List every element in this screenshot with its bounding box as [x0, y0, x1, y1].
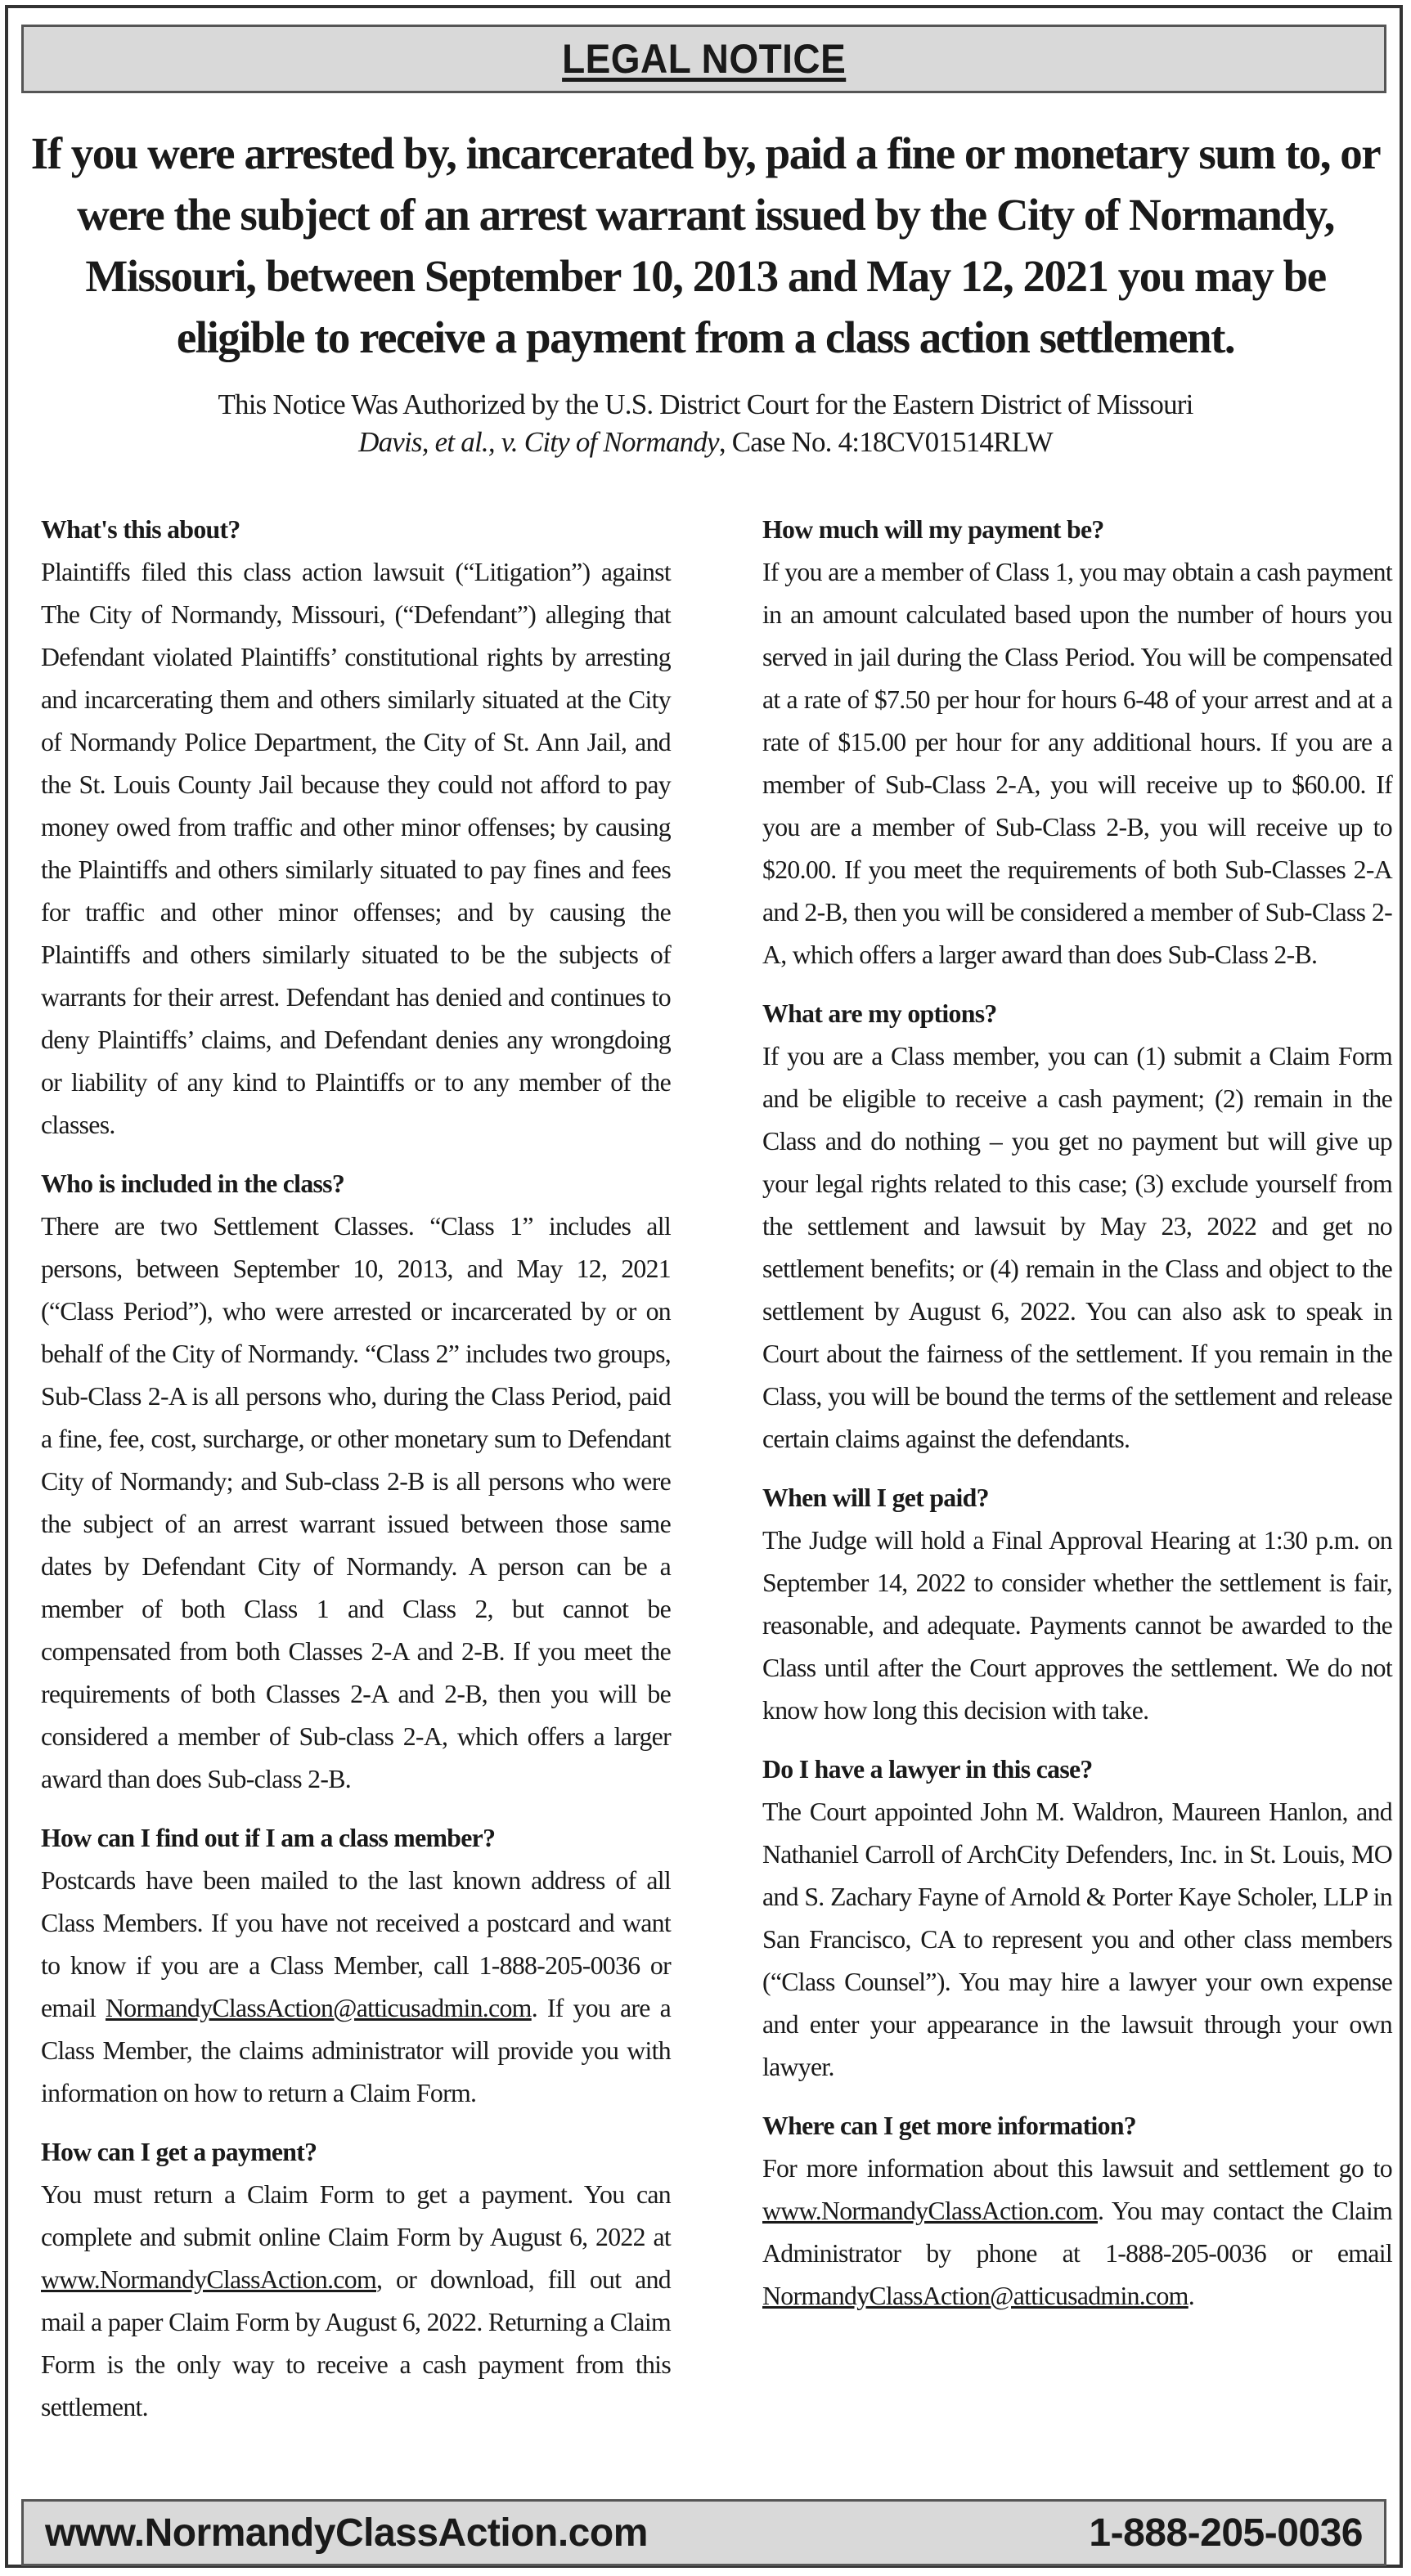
footer-phone[interactable]: 1-888-205-0036: [1089, 2511, 1363, 2555]
headline: If you were arrested by, incarcerated by, paid a fine or monetary sum to, or were the subject of an arrest warrant issued by the City of Normandy, Missouri, between September 10, 2013 and May 12, 2021 you may be eligible to receive a payment from a class action settlement.: [30, 128, 1381, 362]
section-about: [41, 509, 671, 1147]
email-link[interactable]: NormandyClassAction@atticusadmin.com: [106, 1994, 532, 2022]
section-body: [41, 2174, 671, 2429]
body-text: You must return a Claim Form to get a payment. You can complete and submit online Claim Form by August 6, 2022 at: [41, 2180, 671, 2251]
section-payment-amount: [762, 509, 1392, 976]
legal-notice-page: [5, 5, 1403, 2568]
section-options: [762, 993, 1392, 1461]
website-link[interactable]: www.NormandyClassAction.com: [762, 2197, 1099, 2225]
body-text: , or download, fill out and mail a paper Claim Form by August 6, 2022. Returning a Claim Form is the only way to receive a cash payment from this settlement.: [41, 2265, 671, 2421]
notice-title: LEGAL NOTICE: [561, 36, 847, 82]
body-text: .: [1188, 2282, 1194, 2310]
right-column: [762, 509, 1392, 2334]
section-heading: How can I get a payment?: [41, 2138, 317, 2166]
footer-banner: [21, 2499, 1386, 2566]
case-name: Davis, et al., v. City of Normandy: [358, 426, 719, 458]
website-link[interactable]: www.NormandyClassAction.com: [41, 2265, 377, 2294]
case-citation: [25, 424, 1386, 461]
section-body: [762, 2147, 1392, 2318]
body-text: For more information about this lawsuit and settlement go to: [762, 2154, 1392, 2183]
section-lawyer: [762, 1748, 1392, 2089]
section-who-included: [41, 1163, 671, 1801]
section-get-payment: [41, 2131, 671, 2429]
section-heading: What's this about?: [41, 515, 240, 544]
section-class-member: [41, 1817, 671, 2115]
section-body: If you are a member of Class 1, you may obtain a cash payment in an amount calculated based upon the number of hours you served in jail during the Class Period. You will be compensated at a rate of $7.50 per hour for hours 6-48 of your arrest and at a rate of $15.00 per hour for any additional hours. If you are a member of Sub-Class 2-A, you will receive up to $60.00. If you are a member of Sub-Class 2-B, you will receive up to $20.00. If you meet the requirements of both Sub-Classes 2-A and 2-B, then you will be considered a member of Sub-Class 2-A, which offers a larger award than does Sub-Class 2-B.: [762, 558, 1392, 969]
section-heading: When will I get paid?: [762, 1483, 989, 1512]
case-number: , Case No. 4:18CV01514RLW: [718, 426, 1053, 458]
left-column: [41, 509, 671, 2445]
court-authorization: [25, 386, 1386, 461]
body-text: Postcards have been mailed to the last known address of all Class Members. If you have not received a postcard and want to know if you are a Class Member, call 1-888-205-0036 or email: [41, 1866, 671, 2022]
section-heading: How can I find out if I am a class member?: [41, 1824, 496, 1852]
section-heading: Do I have a lawyer in this case?: [762, 1755, 1093, 1784]
section-body: The Judge will hold a Final Approval Hearing at 1:30 p.m. on September 14, 2022 to consider whether the settlement is fair, reasonable, and adequate. Payments cannot be awarded to the Class until after the Court approves the settlement. We do not know how long this decision with take.: [762, 1526, 1392, 1725]
body-text: . You may contact the Claim Administrator by phone at 1-888-205-0036 or email: [762, 2197, 1392, 2268]
authorization-line: This Notice Was Authorized by the U.S. District Court for the Eastern District of Missouri: [218, 388, 1193, 420]
section-body: [41, 1860, 671, 2115]
email-link[interactable]: NormandyClassAction@atticusadmin.com: [762, 2282, 1189, 2310]
body-text: . If you are a Class Member, the claims administrator will provide you with information on how to return a Claim Form.: [41, 1994, 671, 2107]
section-heading: How much will my payment be?: [762, 515, 1104, 544]
footer-website[interactable]: www.NormandyClassAction.com: [45, 2511, 648, 2555]
section-body: There are two Settlement Classes. “Class 1” includes all persons, between September 10, 2013, and May 12, 2021 (“Class Period”), who were arrested or incarcerated by or on behalf of the City of Normandy. “Class 2” includes two groups, Sub-Class 2-A is all persons who, during the Class Period, paid a fine, fee, cost, surcharge, or other monetary sum to Defendant City of Normandy; and Sub-class 2-B is all persons who were the subject of an arrest warrant issued between those same dates by Defendant City of Normandy. A person can be a member of both Class 1 and Class 2, but cannot be compensated from both Classes 2-A and 2-B. If you meet the requirements of both Classes 2-A and 2-B, then you will be considered a member of Sub-class 2-A, which offers a larger award than does Sub-class 2-B.: [41, 1212, 671, 1793]
header-banner: [21, 25, 1386, 93]
section-get-paid: [762, 1477, 1392, 1732]
section-heading: What are my options?: [762, 999, 997, 1028]
section-body: Plaintiffs filed this class action lawsuit (“Litigation”) against The City of Normandy, Missouri, (“Defendant”) alleging that Defendant violated Plaintiffs’ constitutional rights by arresting and incarcerating them and others similarly situated at the City of Normandy Police Department, the City of St. Ann Jail, and the St. Louis County Jail because they could not afford to pay money owed from traffic and other minor offenses; by causing the Plaintiffs and others similarly situated to pay fines and fees for traffic and other minor offenses; and by causing the Plaintiffs and others similarly situated to be the subjects of warrants for their arrest. Defendant has denied and continues to deny Plaintiffs’ claims, and Defendant denies any wrongdoing or liability of any kind to Plaintiffs or to any member of the classes.: [41, 558, 671, 1139]
section-heading: Where can I get more information?: [762, 2112, 1137, 2140]
section-body: If you are a Class member, you can (1) submit a Claim Form and be eligible to receive a cash payment; (2) remain in the Class and do nothing – you get no payment but will give up your legal rights related to this case; (3) exclude yourself from the settlement and lawsuit by May 23, 2022 and get no settlement benefits; or (4) remain in the Class and object to the settlement by August 6, 2022. You can also ask to speak in Court about the fairness of the settlement. If you remain in the Class, you will be bound the terms of the settlement and release certain claims against the defendants.: [762, 1042, 1392, 1453]
section-more-info: [762, 2105, 1392, 2318]
section-heading: Who is included in the class?: [41, 1169, 345, 1198]
section-body: The Court appointed John M. Waldron, Maureen Hanlon, and Nathaniel Carroll of ArchCity Defenders, Inc. in St. Louis, MO and S. Zachary Fayne of Arnold & Porter Kaye Scholer, LLP in San Francisco, CA to represent you and other class members (“Class Counsel”). You may hire a lawyer your own expense and enter your appearance in the lawsuit through your own lawyer.: [762, 1797, 1392, 2081]
